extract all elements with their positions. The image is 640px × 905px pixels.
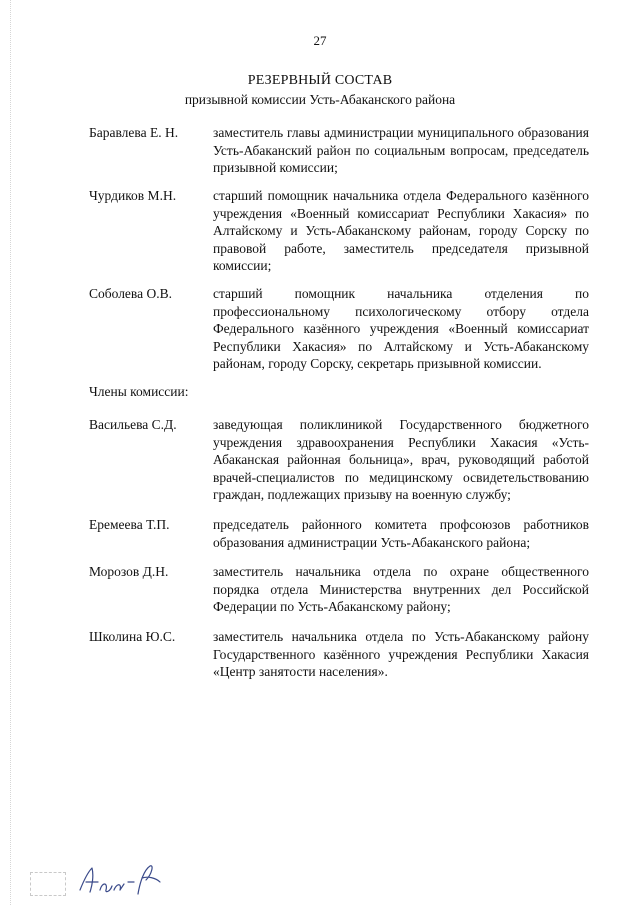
member-name: Еремеева Т.П. — [89, 517, 170, 532]
member-name: Васильева С.Д. — [89, 417, 177, 432]
member-name: Баравлева Е. Н. — [89, 125, 179, 140]
member-description: заместитель главы администрации муниципального образования Усть-Абаканский район по социальным вопросам, председатель призывной комиссии; — [213, 125, 589, 175]
member-description: заведующая поликлиникой Государственного бюджетного учреждения здравоохранения Республики Хакасия «Усть-Абаканская районная больница», врач, руководящий работой врачей-специалистов по медицинскому освидетельствованию граждан, подлежащих призыву на военную службу; — [213, 417, 589, 502]
page-number: 27 — [313, 33, 327, 48]
members-heading: Члены комиссии: — [89, 384, 189, 399]
document-subtitle: призывной комиссии Усть-Абаканского района — [184, 92, 456, 107]
member-description: председатель районного комитета профсоюзов работников образования администрации Усть-Абаканского района; — [213, 517, 589, 550]
member-name: Чурдиков М.Н. — [89, 188, 177, 203]
stamp-box — [30, 872, 66, 896]
member-name: Соболева О.В. — [89, 286, 172, 301]
member-description: старший помощник начальника отделения по профессиональному психологическому отбору отдела Федерального казённого учреждения «Военный комиссариат Республики Хакасия» по Алтайскому и Усть-Абаканскому районам, городу Сорску, секретарь призывной комиссии. — [213, 286, 589, 371]
member-description: заместитель начальника отдела по Усть-Абаканскому району Государственного казённого учреждения Республики Хакасия «Центр занятости населения». — [213, 629, 589, 679]
member-description: заместитель начальника отдела по охране общественного порядка отдела Министерства внутренних дел Российской Федерации по Усть-Абаканскому району; — [213, 564, 589, 614]
handwritten-signature — [72, 860, 167, 900]
member-name: Морозов Д.Н. — [89, 564, 169, 579]
member-name: Школина Ю.С. — [89, 629, 176, 644]
member-description: старший помощник начальника отдела Федерального казённого учреждения «Военный комиссариат Республики Хакасия» по Алтайскому и Усть-Абаканскому районам, городу Сорску по правовой работе, заместитель председателя призывной комиссии; — [213, 188, 589, 273]
document-title: РЕЗЕРВНЫЙ СОСТАВ — [247, 73, 393, 88]
scan-margin — [0, 0, 11, 905]
